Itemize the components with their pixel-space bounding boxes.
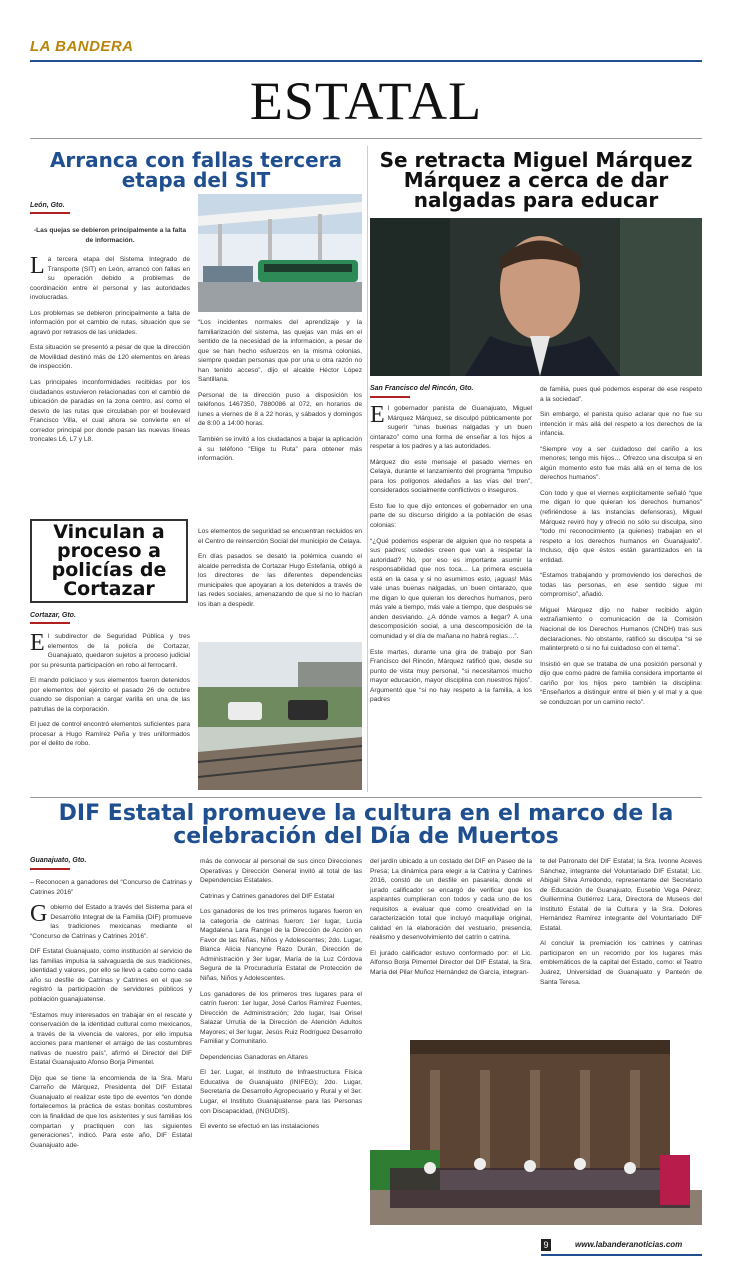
headline-marquez: Se retracta Miguel Márquez Márquez a cerca de dar nalgadas para educar	[379, 148, 693, 212]
footer-rule	[541, 1254, 702, 1256]
column-dif-2: más de convocar al personal de sus cinco Direcciones Operativas y Dirección General invitó al total de las Dependencias Estatales. Catrinas y Catrines ganadores del DIF Estatal Los ganadores de los tres primeros lugares fueron en la categoría de catrinas fueron: 1er lugar, Lucia Magdalena Lara Rangel de la Dirección de Acción en Favor de las Niñas, Niños y Adolescentes; 2do. Lugar, Blanca Alicia Nancyne Razo Durán, Dirección de Administración y 3er lugar, María de la Luz Córdova Segura de la Procuraduría Estatal de Protección de Niñas, Niños y Adolescentes. Los ganadores de los primeros tres lugares para el catrín fueron: 1er lugar, José Carlos Ramírez Fuentes, Dirección de Administración; 2do lugar, Isai Orisel Salazar Urrutia de la Dirección de Atención Adultos Mayores; el 3er lugar, Jesús Ruiz Rodríguez Desarrollo Familiar y Comunitario. Dependencias Ganadoras en Altares El 1er. Lugar, el Instituto de Infraestructura Física Educativa de Guanajuato (INIFEG); 2do. Lugar, Secretaría de Desarrollo Agropecuario y Rural y el 3er. Lugar, el Instituto Guanajuatense para las Personas con Discapacidad, (INGUDIS). El evento se efectuó en las instalaciones	[200, 858, 362, 1131]
railway-photo	[198, 642, 362, 790]
column-divider	[367, 146, 368, 792]
dropcap: L	[30, 253, 45, 279]
column-sit-1: La tercera etapa del Sistema Integrado de Transporte (SIT) en León, arrancó con fallas en su operación debido a problemas de coordinación entre el personal y las autoridades involucradas. Los problemas se debieron principalmente a falta de información por el cambio de rutas, situación que se agravó por retrasos de las unidades. Esta situación se presentó a pesar de que la dirección de Movilidad destinó más de 120 elementos en áreas de inspección. Las principales inconformidades recibidas por los ciudadanos estuvieron relacionadas con el cambio de ubicación de paradas en la zona centro, así como el desvío de las rutas que circulaban por el boulevard Francisco Villa, el cual ahora se convierte en el corredor principal por donde pasan las nuevas líneas troncales L6, L7 y L8.	[30, 253, 190, 444]
dateline-bar	[30, 868, 70, 870]
dropcap: E	[30, 630, 45, 656]
dateline-bar	[30, 622, 70, 624]
dateline-sit: León, Gto.	[30, 202, 65, 209]
dateline-dif: Guanajuato, Gto.	[30, 857, 87, 864]
catrinas-theater-photo	[370, 1030, 702, 1225]
column-marquez-2: de familia, pues qué podemos esperar de ese respeto a la sociedad”. Sin embargo, el panista quiso aclarar que no fue su intención ir más allá del respeto a los derechos de la infancia. “Siempre voy a ser cuidadoso del cariño a los menores; tengo mis hijos… Ofrezco una disculpa si en algún momento esto fue más allá en el tema de los derechos humanos”. Con todo y que el viernes explícitamente señaló “que me digan lo que quieran los derechos humanos” (refiriéndose a las instancias defensoras), Miguel Márquez reviró hoy y ofreció no sólo su disculpa, sino “todo mi reconocimiento (a quienes) trabajan en el respeto a los derechos humanos en Guanajuato”. Incluso, dijo que éstos están garantizados en la entidad. “Estamos trabajando y promoviendo los derechos de todas las personas, en ese sentido sigue mi compromiso”, añadió. Miguel Márquez dijo no haber recibido algún extrañamiento o comunicación de la Comisión Nacional de los Derechos Humanos (CNDH) tras sus declaraciones. No obstante, ratificó su disculpa “si se malinterpretó o si no fui cuidadoso con el tema”. Insistió en que se trataba de una posición personal y dijo que como padre de familia considera importante el cariño por los hijos pero también la disciplina: “Enseñarlos a distinguir entre el bien y el mal y a que se conduzcan por un camino recto”.	[540, 386, 702, 706]
bus-station-photo	[198, 194, 362, 312]
governor-photo	[370, 218, 702, 376]
title-rule	[30, 138, 702, 139]
column-dif-1: – Reconocen a ganadores del “Concurso de Catrinas y Catrines 2016” Gobierno del Estado a través del Sistema para el Desarrollo Integral de la Familia (DIF) promueve las tradiciones mexicanas mediante el “Concurso de Catrinas y Catrines 2016”. DIF Estatal Guanajuato, como institución al servicio de las familias impulsa la salvaguarda de sus tradiciones, identidad y valores, por ello se llevó a cabo como cada año su desfile de Catrinas y Catrines en el que se registró la participación de servidores públicos y población guanajuatense. “Estamos muy interesados en trabajar en el rescate y conservación de la identidad cultural como mexicanos, a través de la vivencia de valores, por ello impulsa acciones para mantener el arraigo de las costumbres nativas de nuestro país”, afirmó el Director del DIF Estatal Guanajuato Afonso Borja Pimentel. Dijo que se tiene la encomienda de la Sra. Maru Carreño de Márquez, Presidenta del DIF Estatal Guanajuato el realizar este tipo de eventos “en donde fortalecemos la práctica de estas bonitas costumbres con la finalidad de que los asistentes y sus familias los compartan y practiquen con las siguientes generaciones”, indicó. Para este año, DIF Estatal Guanajuato ade-	[30, 879, 192, 1149]
page-number: 9	[541, 1239, 551, 1251]
dateline-marquez: San Francisco del Rincón, Gto.	[370, 385, 474, 392]
column-marquez-1: El gobernador panista de Guanajuato, Miguel Márquez Márquez, se disculpó públicamente por sugerir “unas buenas nalgadas y un buen cintarazo” como una forma de enseñar a los hijos a respetar a los padres y a las autoridades. Márquez dio este mensaje el pasado viernes en Celaya, durante el lanzamiento del programa “Impulso para los polígonos aledaños a las vías del tren”, considerados socialmente conflictivos o inseguros. Esto fue lo que dijo entonces el gobernador en una parte de su discurso dirigido a la población de esas colonias: “¿Qué podemos esperar de alguien que no respeta a sus padres; ustedes creen que van a respetar la autoridad? No, por eso es importante asumir la responsabilidad que nos toca… La primera escuela está en la casa y si no asumimos esto, ¡aguas! Más vale unas buenas nalgadas, un buen cintarazo, que me digan lo que quieran los derechos humanos, pero más vale a tiempo, más vale a tiempo, que después se anden desviando. ¿A dónde vamos a llegar? A una descomposición social, a una descomposición de la comunidad y el día de mañana no habrá reglas…”. Este martes, durante una gira de trabajo por San Francisco del Rincón, Márquez ratificó que, desde su punto de vista muy personal, “si necesitamos mucho mayor educación, mayor disciplina con nuestros hijos”. Argumentó que “si no hay respeto a la familia, a los padres	[370, 402, 532, 704]
website-link[interactable]: www.labanderanoticias.com	[575, 1240, 683, 1249]
column-dif-4: te del Patronato del DIF Estatal; la Sra. Ivonne Aceves Sánchez, integrante del Voluntariado DIF Estatal; Lic. Abigail Silva Arredondo, representante del Secretario de Educación de Guanajuato, Eusebio Vega Pérez; Guillermina Gutiérrez Lara, Directora de Museos del Instituto Estatal de la Cultura y la Sra. Dolores Hernández Ramírez integrante del Voluntariado DIF Estatal. Al concluir la premiación los catrines y catrinas participaron en un recorrido por los lugares más emblemáticos de la capital del Estado, como: el Teatro Juárez, Universidad de Guanajuato y Panteón de Santa Teresa.	[540, 858, 702, 986]
dateline-bar	[30, 212, 70, 214]
dropcap: G	[30, 901, 48, 928]
headline-dif: DIF Estatal promueve la cultura en el marco de la celebración del Día de Muertos	[58, 801, 674, 850]
section-title: ESTATAL	[249, 71, 483, 131]
headline-sit: Arranca con fallas tercera etapa del SIT	[49, 148, 343, 192]
headline-cortazar: Vinculan a proceso a policías de Cortazar	[51, 521, 167, 600]
dateline-cortazar: Cortazar, Gto.	[30, 612, 76, 619]
top-rule	[30, 60, 702, 62]
masthead-logo: LA BANDERA	[30, 38, 134, 55]
dateline-bar	[370, 396, 410, 398]
section-rule	[30, 797, 702, 798]
lead-sit: -Las quejas se debieron principalmente a la falta de información.	[33, 227, 187, 244]
column-dif-3: del jardín ubicado a un costado del DIF en Paseo de la Presa; La dinámica para elegir a la Catrina y Catrines 2016, constó de un desfile en pasarela, donde el jurado calificador se encargó de verificar que los aspirantes cumplieran con todos y cada uno de los requisitos a evaluar que como creatividad en la caracterización total que incluyó maquillaje original, calidad en la elaboración del vestuario, presencia, realismo y desenvolvimiento del catrín o catrina. El jurado calificador estuvo conformado por: el Lic. Alfonso Borja Pimentel Director del DIF Estatal, la Sra. María del Pilar Muñoz Hernández de García, integran-	[370, 858, 532, 977]
column-cortazar-2: Los elementos de seguridad se encuentran recluidos en el Centro de reinserción Social del municipio de Celaya. En días pasados se desató la polémica cuando el alcalde perredista de Cortazar Hugo Estefanía, obligó a los directores de las diferentes dependencias municipales que apoyaran a los detenidos a través de las redes sociales, amenazando de que si no lo hacían los iban a despedir.	[198, 528, 362, 608]
column-cortazar-1: El subdirector de Seguridad Pública y tres elementos de la policía de Cortazar, Guanajuato, quedaron sujetos a proceso judicial por su presunta participación en robo al ferrocarril. El mando policíaco y sus elementos fueron detenidos por elementos del ejército el pasado 26 de octubre cuando se disponían a cargar varilla en una de las patrullas de la corporación. El juez de control encontró elementos suficientes para procesar a Hugo Ramírez Peña y tres uniformados por el delito de robo.	[30, 630, 190, 748]
column-sit-2: “Los incidentes normales del aprendizaje y la familiarización del sistema, las quejas van más en el sentido de la necesidad de la información, a pesar de que se han hecho esfuerzos en la misma colonias, siempre quedan personas que por una u otra razón no han tenido acceso”, dijo el alcalde Héctor López Santillana. Personal de la dirección puso a disposición los teléfonos 1467350, 7880086 al 072, en horarios de lunes a viernes de 8 a 22 horas, y sábados y domingos de 8:00 a 14:00 horas. También se invitó a los ciudadanos a bajar la aplicación a su teléfono “Elige tu Ruta” para obtener más información.	[198, 319, 362, 463]
dropcap: E	[370, 402, 385, 428]
